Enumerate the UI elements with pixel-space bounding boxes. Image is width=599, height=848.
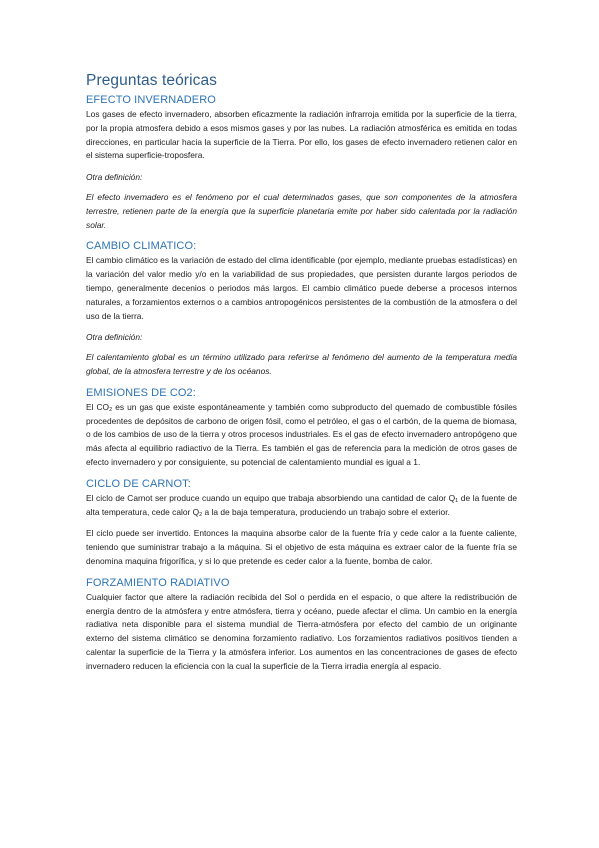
- section-cambio-climatico: [86, 240, 517, 378]
- paragraph: [86, 401, 517, 470]
- other-definition-text: El calentamiento global es un término utilizado para referirse al fenómeno del aumento de la temperatura media global, de la atmosfera terrestre y de los océanos.: [86, 352, 517, 376]
- paragraph: El ciclo puede ser invertido. Entonces la maquina absorbe calor de la fuente fría y cede calor a la fuente caliente, teniendo que suministrar trabajo a la máquina. Si el objetivo de esta máquina es extraer calor de la fuente fría se denomina maquina frigorífica, y si lo que pretende es ceder calor a la fuente, bomba de calor.: [86, 528, 517, 566]
- subscript: 1: [455, 497, 459, 504]
- section-efecto-invernadero: [86, 94, 517, 232]
- text-run: El CO: [86, 401, 110, 412]
- subscript: 2: [109, 406, 113, 413]
- other-definition-label: Otra definición:: [86, 172, 143, 183]
- text-run: El ciclo de Carnot ser produce cuando un equipo que trabaja absorbiendo una cantidad de calor Q: [86, 492, 456, 503]
- paragraph: Los gases de efecto invernadero, absorben eficazmente la radiación infrarroja emitida por la superficie de la tierra, por la propia atmosfera debido a esos mismos gases y por las nubes. La radiación atmosférica es emitida en todas direcciones, en particular hacia la superficie de la Tierra. Por ello, los gases de efecto invernadero retienen calor en el sistema superficie-troposfera.: [86, 109, 517, 161]
- section-heading: CICLO DE CARNOT:: [86, 477, 191, 490]
- paragraph: [86, 492, 517, 520]
- page-title: Preguntas teóricas: [86, 72, 218, 89]
- section-heading: EFECTO INVERNADERO: [86, 94, 216, 106]
- other-definition-label: Otra definición:: [86, 332, 143, 343]
- text-run: de la fuente de alta temperatura, cede calor Q: [86, 492, 517, 517]
- section-forzamiento-radiativo: [86, 577, 517, 674]
- subscript: 2: [199, 511, 203, 518]
- section-ciclo-carnot: [86, 478, 517, 569]
- section-heading: EMISIONES DE CO2:: [86, 386, 196, 399]
- section-heading: FORZAMIENTO RADIATIVO: [86, 576, 230, 589]
- text-run: es un gas que existe espontáneamente y también como subproducto del quemado de combustible fósiles procedentes de depósitos de carbono de origen fósil, como el petróleo, el gas o el carbón, de la quema de biomasa, o de los cambios de uso de la tierra y otros procesos industriales. Es el gas de efecto invernadero antropógeno que más afecta al equilibrio radiactivo de la Tierra. Es también el gas de referencia para la medición de otros gases de efecto invernadero y por consiguiente, su potencial de calentamiento mundial es igual a 1.: [86, 401, 517, 467]
- section-heading: CAMBIO CLIMATICO:: [86, 240, 197, 253]
- paragraph: El cambio climático es la variación de estado del clima identificable (por ejemplo, mediante pruebas estadísticas) en la variación del valor medio y/o en la variabilidad de sus propiedades, que persisten durante largos periodos de tiempo, generalmente decenios o periodos más largos. El cambio climático puede deberse a procesos internos naturales, a forzamientos externos o a cambios antropogénicos persistentes de la combustión de la atmosfera o del uso de la tierra.: [86, 255, 517, 321]
- paragraph: Cualquier factor que altere la radiación recibida del Sol o perdida en el espacio, o que altere la redistribución de energía dentro de la atmósfera y entre atmósfera, tierra y océano, puede afectar el clima. Un cambio en la energía radiativa neta disponible para el sistema mundial de Tierra-atmósfera por efecto del cambio de un originante externo del sistema climático se denomina forzamiento radiativo. Los forzamientos radiativos positivos tienden a calentar la superficie de la Tierra y la atmósfera inferior. Los aumentos en las concentraciones de gases de efecto invernadero reducen la eficiencia con la cual la superficie de la Tierra irradia energía al espacio.: [86, 591, 517, 671]
- text-run: a la de baja temperatura, produciendo un trabajo sobre el exterior.: [202, 506, 450, 517]
- other-definition-text: El efecto invernadero es el fenómeno por el cual determinados gases, que son componentes de la atmosfera terrestre, retienen parte de la energía que la superficie planetaria emite por haber sido calentada por la radiación solar.: [86, 191, 517, 230]
- section-emisiones-co2: [86, 387, 517, 470]
